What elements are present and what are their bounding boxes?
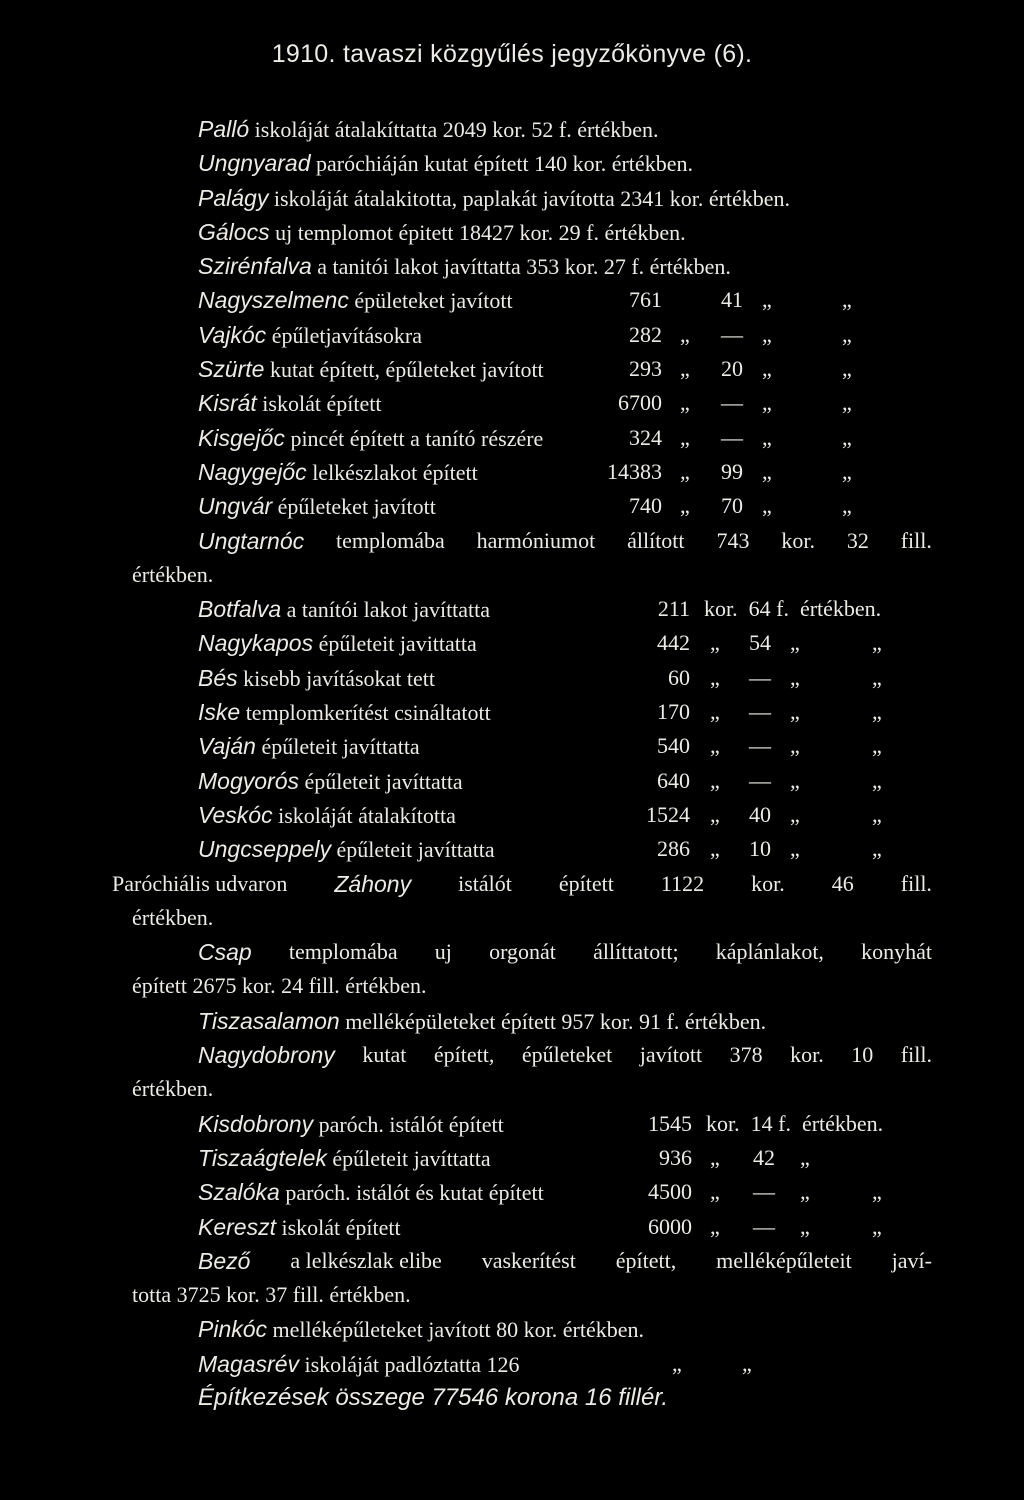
entry-line (0, 1038, 1024, 1072)
ditto-mark: „ (742, 1350, 752, 1376)
amount-filler: 54 (749, 630, 771, 656)
entry-word: 1122 (660, 870, 705, 896)
amount-korona: 442 (657, 630, 690, 656)
entry-word: vaskerítést (481, 1247, 576, 1273)
entry-word: épített, (615, 1247, 677, 1273)
document-body (0, 112, 1024, 1415)
place-name: Nagygejőc (198, 458, 307, 485)
amount-rest: kor. 14 f. értékben. (706, 1110, 884, 1136)
amount-korona: 640 (657, 767, 690, 793)
entry-word: harmóniumot (476, 527, 596, 553)
ditto-mark: „ (710, 1213, 720, 1239)
place-name: Szürte (198, 356, 265, 383)
ditto-mark: „ (872, 630, 882, 656)
entry-text: melléképűleteket javított 80 kor. értékben. (272, 1317, 644, 1343)
amount-korona: 14383 (607, 458, 662, 484)
ditto-mark: „ (710, 699, 720, 725)
entry-word: fill. (900, 870, 932, 896)
place-name: Botfalva (198, 596, 282, 623)
place-name: Szirénfalva (198, 253, 312, 280)
entry-word: javított (639, 1042, 703, 1068)
ditto-mark: „ (790, 767, 800, 793)
amount-korona: 1524 (646, 801, 690, 827)
amount-korona: 936 (659, 1144, 692, 1170)
entry-word: fill. (900, 527, 932, 553)
entry-line (0, 935, 1024, 969)
ditto-mark: „ (710, 836, 720, 862)
amount-filler: 42 (753, 1144, 775, 1170)
entry-word: épített, (433, 1042, 495, 1068)
amount-filler: — (721, 321, 743, 347)
ditto-mark: „ (710, 664, 720, 690)
entry-desc: épületeket javított (354, 288, 513, 314)
place-name: Kisrát (198, 390, 257, 417)
entry-desc: épűletjavításokra (271, 322, 422, 348)
entry-desc: épűleteket javított (277, 494, 436, 520)
table-row (0, 489, 1024, 523)
ditto-mark: „ (790, 630, 800, 656)
entry-desc: kisebb javításokat tett (243, 665, 435, 691)
place-name: Gálocs (198, 218, 270, 245)
entry-word: fill. (900, 1042, 932, 1068)
place-name: Nagykapos (198, 630, 314, 657)
entry-word: javí- (891, 1247, 932, 1273)
ditto-mark: „ (842, 390, 852, 416)
entry-word: 743 (716, 527, 750, 553)
ditto-mark: „ (680, 356, 690, 382)
entry-desc: épűleteit javíttatta (304, 768, 463, 794)
table-row (0, 386, 1024, 420)
table-row (0, 798, 1024, 832)
amount-filler: — (753, 1179, 775, 1205)
ditto-mark: „ (762, 493, 772, 519)
ditto-mark: „ (762, 287, 772, 313)
ditto-mark: „ (790, 801, 800, 827)
entry-line (0, 1347, 1024, 1381)
entry-word: 10 (851, 1042, 874, 1068)
entry-desc: épűleteit javíttatta (332, 1145, 491, 1171)
entry-text: melléképületeket épített 957 kor. 91 f. értékben. (345, 1008, 767, 1034)
table-row (0, 318, 1024, 352)
table-row (0, 729, 1024, 763)
table-row (0, 283, 1024, 317)
ditto-mark: „ (872, 801, 882, 827)
entry-desc: pincét épített a tanító részére (290, 425, 544, 451)
amount-korona: 293 (629, 356, 662, 382)
entry-continuation: értékben. (132, 1076, 214, 1102)
amount-korona: 286 (657, 836, 690, 862)
entry-text: uj templomot épitett 18427 kor. 29 f. értékben. (275, 219, 686, 245)
ditto-mark: „ (762, 458, 772, 484)
entry-word: 378 (729, 1042, 763, 1068)
entry-continuation: értékben. (132, 904, 214, 930)
place-name: Nagyszelmenc (198, 287, 349, 314)
entry-line (0, 1244, 1024, 1278)
ditto-mark: „ (762, 356, 772, 382)
place-name: Kisdobrony (198, 1110, 314, 1137)
place-name: Magasrév (198, 1350, 299, 1377)
ditto-mark: „ (800, 1144, 810, 1170)
entry-line (0, 146, 1024, 180)
entry-word: templomába (336, 527, 445, 553)
amount-korona: 4500 (648, 1179, 692, 1205)
amount-korona: 282 (629, 321, 662, 347)
amount-filler: 99 (721, 458, 743, 484)
ditto-mark: „ (680, 458, 690, 484)
amount-filler: — (749, 733, 771, 759)
ditto-mark: „ (710, 1144, 720, 1170)
table-row (0, 832, 1024, 866)
ditto-mark: „ (680, 321, 690, 347)
place-name: Bező (198, 1247, 251, 1274)
entry-word: kor. (790, 1042, 824, 1068)
place-name: Vajkóc (198, 321, 267, 348)
entry-desc: épűleteit javíttatta (336, 837, 495, 863)
amount-korona: 6700 (618, 390, 662, 416)
expense-table-2 (0, 592, 1024, 866)
ditto-mark: „ (800, 1213, 810, 1239)
place-name: Tiszaágtelek (198, 1144, 327, 1171)
place-name: Palágy (198, 184, 269, 211)
place-name: Nagydobrony (198, 1042, 335, 1069)
ditto-mark: „ (710, 767, 720, 793)
amount-korona: 170 (657, 699, 690, 725)
entry-desc: iskolát épített (262, 391, 382, 417)
ditto-mark: „ (710, 1179, 720, 1205)
table-row (0, 695, 1024, 729)
ditto-mark: „ (872, 767, 882, 793)
amount-korona: 211 (657, 596, 690, 622)
table-row (0, 1107, 1024, 1141)
page-header: 1910. tavaszi közgyűlés jegyzőkönyve (6). (271, 40, 753, 68)
ditto-mark: „ (872, 699, 882, 725)
entry-line (0, 1312, 1024, 1346)
ditto-mark: „ (762, 390, 772, 416)
entry-word: uj (434, 939, 452, 965)
expense-table-3 (0, 1107, 1024, 1244)
place-name: Pinkóc (198, 1316, 268, 1343)
entry-word: állíttatott; (593, 939, 679, 965)
entry-desc: paróch. istálót és kutat épített (285, 1180, 544, 1206)
entry-line (0, 1004, 1024, 1038)
place-name: Szalóka (198, 1179, 280, 1206)
entry-desc: iskoláját átalakította (278, 802, 456, 828)
ditto-mark: „ (872, 664, 882, 690)
entry-line (0, 181, 1024, 215)
ditto-mark: „ (872, 733, 882, 759)
entry-word: melléképűleteit (716, 1247, 852, 1273)
ditto-mark: „ (790, 733, 800, 759)
amount-korona: 6000 (648, 1213, 692, 1239)
table-row (0, 764, 1024, 798)
ditto-mark: „ (762, 424, 772, 450)
ditto-mark: „ (842, 458, 852, 484)
table-row (0, 352, 1024, 386)
ditto-mark: „ (842, 287, 852, 313)
amount-korona: 540 (657, 733, 690, 759)
ditto-mark: „ (672, 1350, 682, 1376)
entry-desc: templomkerítést csináltatott (245, 700, 491, 726)
ditto-mark: „ (790, 699, 800, 725)
entry-prefix: Paróchiális udvaron (112, 870, 288, 896)
ditto-mark: „ (710, 801, 720, 827)
entry-word: épűleteket (521, 1042, 613, 1068)
ditto-mark: „ (842, 356, 852, 382)
entry-word: templomába (288, 939, 398, 965)
entry-continuation: értékben. (132, 561, 214, 587)
amount-korona: 740 (629, 493, 662, 519)
table-row (0, 421, 1024, 455)
entry-text: iskoláját padlóztatta 126 (304, 1351, 520, 1377)
place-name: Veskóc (198, 801, 273, 828)
ditto-mark: „ (842, 424, 852, 450)
entry-word: 32 (846, 527, 869, 553)
total-line: Építkezések összege 77546 korona 16 fillér. (198, 1383, 669, 1411)
ditto-mark: „ (710, 630, 720, 656)
amount-korona: 1545 (648, 1110, 692, 1136)
entry-text: iskoláját átalakíttatta 2049 kor. 52 f. értékben. (254, 117, 659, 142)
entry-line (0, 524, 1024, 558)
amount-filler: 41 (721, 287, 743, 313)
place-name: Palló (198, 116, 250, 142)
expense-table-1 (0, 283, 1024, 523)
amount-korona: 761 (629, 287, 662, 313)
entry-text: iskoláját átalakitotta, paplakát javította 2341 kor. értékben. (273, 185, 791, 211)
amount-filler: 20 (721, 356, 743, 382)
amount-filler: 10 (749, 836, 771, 862)
entry-text: paróchiáján kutat épített 140 kor. értékben. (316, 151, 693, 177)
entry-continuation: épített 2675 kor. 24 fill. értékben. (132, 973, 427, 999)
place-name: Kereszt (198, 1213, 276, 1240)
amount-filler: — (753, 1213, 775, 1239)
entry-word: 46 (831, 870, 854, 896)
table-row (0, 626, 1024, 660)
amount-korona: 60 (668, 664, 690, 690)
ditto-mark: „ (872, 836, 882, 862)
amount-rest: kor. 64 f. értékben. (704, 596, 882, 622)
entry-desc: épűleteit javíttatta (261, 734, 420, 760)
ditto-mark: „ (872, 1213, 882, 1239)
place-name: Ungcseppely (198, 836, 331, 863)
ditto-mark: „ (790, 836, 800, 862)
place-name: Ungnyarad (198, 150, 311, 177)
table-row (0, 592, 1024, 626)
place-name: Tiszasalamon (198, 1007, 340, 1034)
ditto-mark: „ (680, 493, 690, 519)
entry-desc: iskolát épített (281, 1214, 401, 1240)
ditto-mark: „ (790, 664, 800, 690)
amount-filler: — (749, 699, 771, 725)
entry-word: állított (627, 527, 685, 553)
table-row (0, 1210, 1024, 1244)
place-name: Ungvár (198, 493, 273, 520)
table-row (0, 1141, 1024, 1175)
entry-desc: lelkészlakot épített (312, 459, 478, 485)
place-name: Csap (198, 939, 252, 966)
place-name: Mogyorós (198, 767, 299, 794)
place-name: Záhony (334, 870, 412, 897)
entry-word: istálót (458, 870, 512, 896)
entry-word: a lelkészlak elibe (290, 1247, 442, 1273)
amount-filler: — (749, 767, 771, 793)
entry-line (0, 249, 1024, 283)
entry-desc: paróch. istálót épített (318, 1111, 504, 1137)
entry-desc: épűleteit javittatta (318, 631, 477, 657)
entry-line (0, 867, 1024, 901)
entry-continuation: totta 3725 kor. 37 fill. értékben. (132, 1282, 411, 1308)
entry-text: a tanitói lakot javíttatta 353 kor. 27 f. értékben. (317, 254, 731, 280)
entry-desc: kutat épített, épűleteket javított (269, 357, 544, 383)
place-name: Bés (198, 664, 238, 691)
entry-word: kor. (751, 870, 785, 896)
ditto-mark: „ (710, 733, 720, 759)
ditto-mark: „ (800, 1179, 810, 1205)
ditto-mark: „ (872, 1179, 882, 1205)
place-name: Ungtarnóc (198, 527, 305, 554)
place-name: Kisgejőc (198, 424, 285, 451)
amount-filler: — (749, 664, 771, 690)
amount-filler: — (721, 390, 743, 416)
amount-korona: 324 (629, 424, 662, 450)
entry-line (0, 215, 1024, 249)
ditto-mark: „ (680, 390, 690, 416)
table-row (0, 1175, 1024, 1209)
table-row (0, 661, 1024, 695)
entry-word: kor. (781, 527, 815, 553)
place-name: Iske (198, 699, 241, 726)
entry-word: kutat (362, 1042, 407, 1068)
ditto-mark: „ (680, 424, 690, 450)
ditto-mark: „ (842, 321, 852, 347)
entry-word: káplánlakot, (715, 939, 824, 965)
place-name: Vaján (198, 733, 256, 760)
amount-filler: — (721, 424, 743, 450)
amount-filler: 70 (721, 493, 743, 519)
ditto-mark: „ (762, 321, 772, 347)
amount-filler: 40 (749, 801, 771, 827)
entry-word: konyhát (861, 939, 932, 965)
ditto-mark: „ (842, 493, 852, 519)
entry-word: épített (558, 870, 614, 896)
entry-word: orgonát (489, 939, 556, 965)
table-row (0, 455, 1024, 489)
entry-desc: a tanítói lakot javíttatta (286, 597, 491, 623)
entry-line (0, 112, 1024, 146)
